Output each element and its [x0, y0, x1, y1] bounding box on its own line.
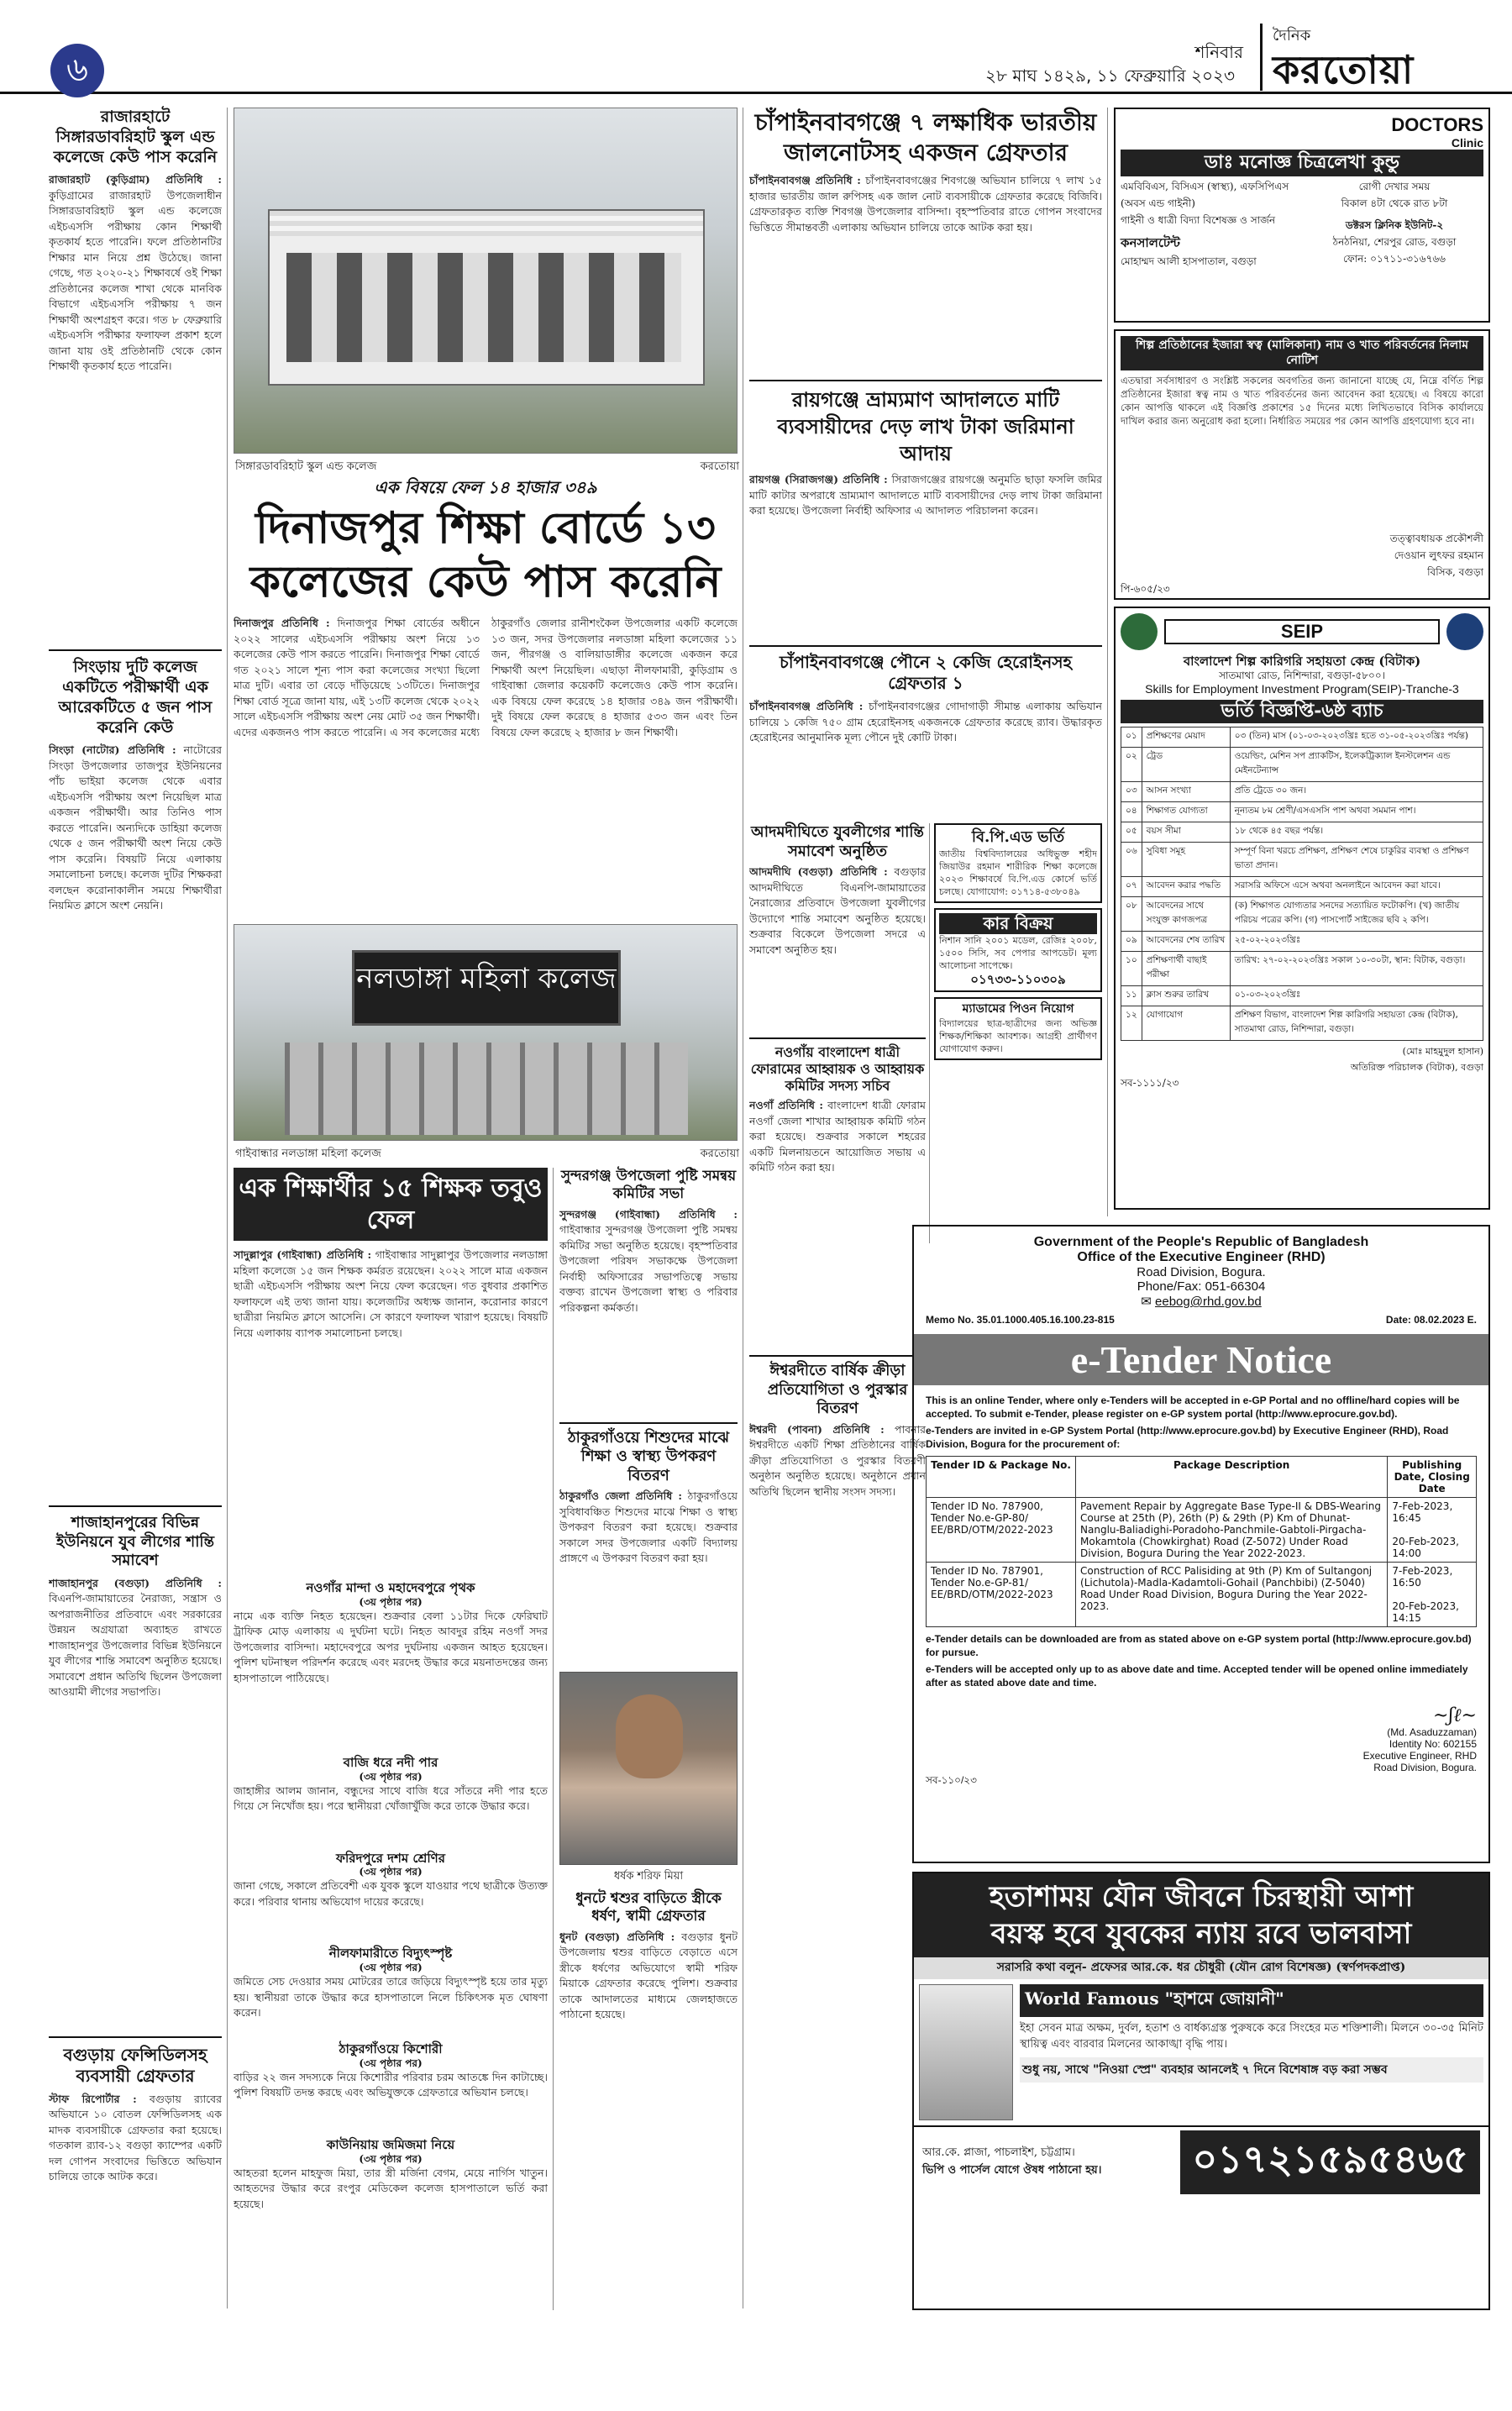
jump-body: বাড়ির ২২ জন সদস্যকে নিয়ে কিশোরীর পরিবার চরম আতঙ্কে দিন কাটাচ্ছে। পুলিশ বিষয়টি তদন্ত করছে এবং অভিযুক্তকে গ্রেফতারে অভিযান চলছে।	[234, 2070, 548, 2099]
tender-title: e-Tender Notice	[914, 1334, 1488, 1385]
dateline: ২৮ মাঘ ১৪২৯, ১১ ফেব্রুয়ারি ২০২৩	[985, 66, 1235, 86]
table-row	[1121, 747, 1483, 781]
byline: সুন্দরগঞ্জ (গাইবান্ধা) প্রতিনিধি :	[559, 1207, 738, 1221]
signboard-text: নলডাঙ্গা মহিলা কলেজ	[356, 962, 617, 995]
tender-dates	[1388, 1498, 1477, 1563]
ad-headline-1: হতাশাময় যৌন জীবনে চিরস্থায়ী আশা	[989, 1880, 1414, 1914]
doctor-qualifications	[1121, 180, 1299, 271]
table-row	[1121, 781, 1483, 801]
ad-footer	[914, 2125, 1488, 2198]
signer-title: Executive Engineer, RHD	[1362, 1750, 1477, 1762]
lead-story	[234, 477, 738, 893]
row-value: প্রতি ট্রেডে ৩০ জন।	[1230, 781, 1483, 801]
ad-strap: সরাসরি কথা বলুন- প্রফেসর আর.কে. ধর চৌধুরী (যৌন রোগ বিশেষজ্ঞ) (স্বর্ণপদকপ্রাপ্ত)	[914, 1957, 1488, 1979]
left-column	[49, 108, 222, 2309]
row-label: প্রশিক্ষণের মেয়াদ	[1142, 727, 1230, 747]
tender-footnote: e-Tender details can be downloaded are from as stated above on e-GP system portal (http://www.eprocure.gov.bd) for pursue.	[926, 1633, 1472, 1658]
chamber-phone: ফোন: ০১৭১১-৩১৬৭৬৬	[1343, 252, 1446, 265]
story-headline: এক শিক্ষার্থীর ১৫ শিক্ষক তবুও ফেল	[234, 1168, 548, 1241]
story-text: বগুড়ার ধুনট উপজেলায় শ্বশুর বাড়িতে বেড়াতে এসে স্ত্রীকে ধর্ষণের অভিযোগে স্বামী শরিফ মিয়াকে গ্রেফতার করেছে পুলিশ। শুক্রবার তাকে আদালতের মাধ্যমে জেলহাজতে পাঠানো হয়েছে।	[559, 1930, 738, 2020]
story-text: কুড়িগ্রামের রাজারহাট উপজেলাধীন সিঙ্গারডাবরিহাট স্কুল এন্ড কলেজে এইচএসসি পরীক্ষায় কোন শিক্ষার্থী কৃতকার্য হতে পারেনি। ফলে প্রতিষ্ঠানটির শিক্ষার মান নিয়ে প্রশ্ন উঠেছে। জানা গেছে, গত ২০২০-২১ শিক্ষাবর্ষে ওই শিক্ষা প্রতিষ্ঠানের কলেজ শাখা থেকে মানবিক বিভাগে এইচএসসি পরীক্ষায় ৭ জন শিক্ষার্থী অংশগ্রহণ করে। গত ৮ ফেব্রুয়ারি এইচএসসি পরীক্ষার ফলাফল প্রকাশ হলে জানা যায় ওই প্রতিষ্ঠানটি থেকে কোন শিক্ষার্থী কৃতকার্য হতে পারেনি।	[49, 188, 222, 373]
ad-delivery: ভিপি ও পার্সেল যোগে ঔষধ পাঠানো হয়।	[922, 2163, 1102, 2177]
ad-text: নিশান সানি ২০০১ মডেল, রেজিঃ ২০০৮, ১৫০০ সিসি, সব পেপার আপডেট। মূল্য আলোচনা সাপেক্ষে।	[939, 934, 1097, 971]
story-text: চাঁপাইনবাবগঞ্জের গোদাগাড়ী সীমান্ত এলাকায় অভিযান চালিয়ে ১ কেজি ৭৫০ গ্রাম হেরোইনসহ একজনকে গ্রেফতার করেছে র‌্যাব। উদ্ধারকৃত হেরোইনের আনুমানিক মূল্য পৌনে দুই কোটি টাকা।	[749, 700, 1102, 743]
story-headline: রায়গঞ্জে ভ্রাম্যমাণ আদালতে মাটি ব্যবসায়ীদের দেড় লাখ টাকা জরিমানা আদায়	[777, 387, 1074, 465]
roof-image	[270, 211, 703, 236]
row-value: প্রশিক্ষণ বিভাগ, বাংলাদেশ শিল্প কারিগরি সহায়তা কেন্দ্র (বিটাক), সাতমাথা রোড, নিশিন্দারা, বগুড়া।	[1230, 1006, 1483, 1040]
degrees: এমবিবিএস, বিসিএস (স্বাস্থ্য), এফসিপিএস (অবস এন্ড গাইনী)	[1121, 180, 1289, 209]
tender-table	[926, 1456, 1477, 1627]
office-name: Office of the Executive Engineer (RHD)	[1077, 1250, 1326, 1264]
jump-ref: (৩য় পৃষ্ঠার পর)	[359, 1866, 423, 1878]
row-number: ০৩	[1121, 781, 1142, 801]
photo-credit: করতোয়া	[700, 1148, 739, 1160]
col-header: Publishing Date, Closing Date	[1388, 1457, 1477, 1498]
row-value: তারিখ: ২৭-০২-২০২৩খ্রিঃ সকাল ১০-৩০টা, স্থান: বিটাক, বগুড়া।	[1230, 951, 1483, 985]
story-headline: নওগাঁয় বাংলাদেশ ধাত্রী ফোরামের আহ্বায়ক ও আহ্বায়ক কমিটির সদস্য সচিব	[750, 1044, 925, 1094]
story-headline: চাঁপাইনবাবগঞ্জে পৌনে ২ কেজি হেরোইনসহ গ্রেফতার ১	[779, 652, 1073, 693]
story-text: চাঁপাইনবাবগঞ্জের শিবগঞ্জে অভিযান চালিয়ে ৭ লাখ ১৫ হাজার ভারতীয় জাল রুপিসহ এক জাল নোট ব্যবসায়ীকে গ্রেফতার করেছে বিজিবি। গ্রেফতারকৃত ব্যক্তি শিবগঞ্জ উপজেলার বাসিন্দা। বৃহস্পতিবার রাতে গোপন সংবাদের ভিত্তিতে সীমান্তবর্তী এলাকায় অভিযান চালিয়ে তাকে আটক করা হয়।	[749, 174, 1102, 234]
chamber-details	[1305, 180, 1483, 271]
newspaper-name	[1260, 24, 1487, 91]
story-text: গাইবান্ধার সুন্দরগঞ্জ উপজেলা পুষ্টি সমন্বয় কমিটির সভা অনুষ্ঠিত হয়েছে। বৃহস্পতিবার উপজেলা পরিষদ সভাকক্ষে উপজেলা নির্বাহী অফিসারের সভাপতিত্বে সভায় বক্তব্য রাখেন উপজেলা স্বাস্থ্য ও পরিবার পরিকল্পনা কর্মকর্তা।	[559, 1223, 738, 1314]
jump-body: জানা গেছে, সকালে প্রতিবেশী এক যুবক স্কুলে যাওয়ার পথে ছাত্রীকে উত্যক্ত করে। পরিবার থানায় অভিযোগ দায়ের করেছে।	[234, 1879, 548, 1908]
face-image	[616, 1694, 683, 1778]
jump-body: জাহাঙ্গীর আলম জানান, বন্ধুদের সাথে বাজি ধরে সাঁতরে নদী পার হতে গিয়ে সে নিখোঁজ হয়। পরে স্থানীয়রা খোঁজাখুঁজি করে তাকে উদ্ধার করে।	[234, 1783, 548, 1812]
column-rule	[227, 108, 228, 2309]
table-row	[1121, 822, 1483, 842]
divider	[749, 380, 1102, 381]
signboard	[352, 950, 621, 1026]
row-number: ০৪	[1121, 801, 1142, 822]
row-number: ০৭	[1121, 876, 1142, 896]
ad-headline	[914, 1873, 1488, 1957]
story-body	[234, 1248, 548, 1575]
column-rule	[1107, 108, 1108, 1216]
caption-text: গাইবান্ধার নলডাঙ্গা মহিলা কলেজ	[235, 1148, 381, 1160]
caption-text: সিঙ্গারডাবরিহাট স্কুল এন্ড কলেজ	[235, 460, 377, 473]
tender-dates	[1388, 1563, 1477, 1627]
jump-headline: ফরিদপুরে দশম শ্রেণির	[336, 1850, 445, 1866]
jump-body: জমিতে সেচ দেওয়ার সময় মোটরের তারে জড়িয়ে বিদ্যুৎস্পৃষ্ট হয়ে তার মৃত্যু হয়। স্থানীয়রা তাকে উদ্ধার করে হাসপাতালে নিলে চিকিৎসক মৃত ঘোষণা করেন।	[234, 1975, 548, 2019]
divider	[749, 1037, 926, 1039]
email-link[interactable]: eebog@rhd.gov.bd	[1155, 1295, 1262, 1309]
doctor-name: ডাঃ মনোজ্ঞ চিত্রলেখা কুন্ডু	[1121, 150, 1483, 176]
phone-fax: Phone/Fax: 051-66304	[1137, 1279, 1266, 1294]
story-text: বগুড়ার আদমদীঘিতে বিএনপি-জামায়াতের নৈরাজ্যের প্রতিবাদে উপজেলা যুবলীগের উদ্যোগে শান্তি সমাবেশ অনুষ্ঠিত হয়েছে। শুক্রবার বিকেলে উপজেলা সদরে এ সমাবেশ অনুষ্ঠিত হয়।	[749, 865, 926, 956]
story-text: গাইবান্ধার সাদুল্লাপুর উপজেলার নলডাঙ্গা মহিলা কলেজে ১৫ জন শিক্ষক কর্মরত রয়েছেন। ২০২২ সালে মাত্র একজন ছাত্রী এইচএসসি পরীক্ষায় অংশ নিয়ে ফেল করেছেন। গত বুধবার প্রকাশিত ফলাফলে এই তথ্য জানা যায়। কলেজটির অধ্যক্ষ জানান, করোনার কারণে ছাত্রীরা নিয়মিত ক্লাসে আসেনি। সে কারণে ফলাফল খারাপ হয়েছে। বিষয়টি নিয়ে এলাকায় ব্যাপক সমালোচনা চলছে।	[234, 1248, 548, 1339]
row-number: ০৫	[1121, 822, 1142, 842]
lead-body	[234, 616, 738, 893]
story-headline: ধুনটে শ্বশুর বাড়িতে স্ত্রীকে ধর্ষণ, স্বামী গ্রেফতার	[575, 1890, 722, 1925]
story-body	[49, 172, 222, 643]
notice-body: এতদ্বারা সর্বসাধারণ ও সংশ্লিষ্ট সকলের অবগতির জন্য জানানো যাচ্ছে যে, নিম্নে বর্ণিত শিল্প প্রতিষ্ঠানের ইজারা স্বত্ব নাম ও খাত পরিবর্তনের জন্য আবেদন করা হয়েছে। এ বিষয়ে কারো কোন আপত্তি থাকলে এই বিজ্ঞপ্তি প্রকাশের ১৫ দিনের মধ্যে লিখিতভাবে বিসিক কার্যালয়ে দাখিল করার জন্য অনুরোধ করা হলো। নির্ধারিত সময়ের পর কোন আপত্তি গ্রহণযোগ্য হবে না।	[1121, 375, 1483, 427]
row-label: যোগাযোগ	[1142, 1006, 1230, 1040]
masthead	[0, 0, 1512, 94]
photo-caption: ধর্ষক শরিফ মিয়া	[613, 1870, 684, 1883]
building-image	[268, 209, 705, 386]
byline: ধুনট (বগুড়া) প্রতিনিধি :	[559, 1930, 675, 1943]
clinic-label: DOCTORS	[1391, 114, 1483, 135]
jump-ref: (৩য় পৃষ্ঠার পর)	[359, 2152, 423, 2165]
car-ad	[934, 908, 1102, 993]
byline: দিনাজপুর প্রতিনিধি :	[234, 617, 330, 629]
byline: সাদুল্লাপুর (গাইবান্ধা) প্রতিনিধি :	[234, 1248, 372, 1261]
row-number: ০১	[1121, 727, 1142, 747]
table-row	[1121, 727, 1483, 747]
row-number: ০২	[1121, 747, 1142, 781]
story-headline: ঈশ্বরদীতে বার্ষিক ক্রীড়া প্রতিযোগিতা ও পুরস্কার বিতরণ	[767, 1362, 908, 1417]
row-number: ১০	[1121, 951, 1142, 985]
publishing-date: 7-Feb-2023, 16:50	[1392, 1565, 1453, 1589]
day-name: শনিবার	[1194, 42, 1243, 62]
row-label: ট্রেড	[1142, 747, 1230, 781]
story-text: সিরাজগঞ্জের রায়গঞ্জে অনুমতি ছাড়া ফসলি জমির মাটি কাটার অপরাধে ভ্রাম্যমাণ আদালতে মাটি ব্যবসায়ীদের দেড় লাখ টাকা জরিমানা করা হয়েছে। উপজেলা নির্বাহী অফিসার এ আদালত পরিচালনা করেন।	[749, 473, 1102, 517]
memo-date: Date: 08.02.2023 E.	[1385, 1314, 1477, 1326]
notice-title: শিল্প প্রতিষ্ঠানের ইজারা স্বত্ব (মালিকানা) নাম ও খাত পরিবর্তনের নিলাম নোটিশ	[1121, 336, 1483, 370]
program-name: Skills for Employment Investment Program(SEIP)-Tranche-3	[1145, 681, 1459, 696]
story-body	[749, 1098, 926, 1350]
byline: চাঁপাইনবাবগঞ্জ প্রতিনিধি :	[749, 174, 861, 186]
row-value: ২৫-০২-২০২৩খ্রিঃ	[1230, 931, 1483, 951]
row-value: ওয়েল্ডিং, মেশিন সপ প্র্যাকটিস, ইলেকট্রিক্যাল ইনস্টলেশন এন্ড মেইনটেন্যান্স	[1230, 747, 1483, 781]
divider	[559, 1422, 738, 1424]
doctor-photo	[919, 1984, 1013, 2120]
byline: শাজাহানপুর (বগুড়া) প্রতিনিধি :	[49, 1576, 222, 1589]
row-value: নূন্যতম ৮ম শ্রেণী/এসএসসি পাশ অথবা সমমান পাশ।	[1230, 801, 1483, 822]
signer-office: বিসিক, বগুড়া	[1427, 566, 1483, 578]
photo-caption	[235, 1146, 739, 1163]
row-label: ক্লাস শুরুর তারিখ	[1142, 985, 1230, 1006]
timing-label: রোগী দেখার সময়	[1358, 180, 1431, 192]
timing: বিকাল ৪টা থেকে রাত ৮টা	[1341, 197, 1448, 209]
newspaper-name-big: করতোয়া	[1273, 47, 1415, 92]
dhunat-story	[559, 1890, 738, 2310]
ad-address-block	[922, 2145, 1101, 2180]
product-info	[1020, 1984, 1483, 2120]
row-label: সুবিধা সমূহ	[1142, 842, 1230, 876]
row-label: শিক্ষাগত যোগ্যতা	[1142, 801, 1230, 822]
notice-signature	[1121, 532, 1483, 582]
specialty: গাইনী ও ধাত্রী বিদ্যা বিশেষজ্ঞ ও সার্জন	[1121, 213, 1276, 226]
org-name: বাংলাদেশ শিল্প কারিগরি সহায়তা কেন্দ্র (বিটাক)	[1183, 654, 1421, 669]
seip-signature	[1121, 1044, 1483, 1076]
seip-header	[1121, 613, 1483, 650]
table-row	[1121, 896, 1483, 931]
story-body	[749, 699, 1102, 842]
email-line	[926, 1294, 1477, 1309]
col-header: Package Description	[1076, 1457, 1388, 1498]
tender-intro: This is an online Tender, where only e-Tenders will be accepted in e-GP Portal and no offline/hard copies will be accepted. To submit e-Tender, please register on e-GP system portal (http://www.eprocure.gov.bd).	[926, 1395, 1460, 1420]
col-header: Tender ID & Package No.	[927, 1457, 1076, 1498]
jump-headline: কাউনিয়ায় জমিজমা নিয়ে	[326, 2136, 455, 2152]
clinic-logo	[1121, 114, 1483, 150]
table-row	[1121, 801, 1483, 822]
ad-phone[interactable]: ০১৭২১৫৯৫৪৬৫	[1180, 2130, 1480, 2194]
jump-headline: নওগাঁর মান্দা ও মহাদেবপুরে পৃথক	[306, 1580, 475, 1595]
ad-address: আর.কে. প্লাজা, পাচলাইশ, চট্টগ্রাম।	[922, 2146, 1075, 2159]
division-name: Road Division, Bogura.	[1137, 1265, 1266, 1279]
chamber-address: ঠনঠনিয়া, শেরপুর রোড, বগুড়া	[1332, 235, 1457, 248]
ad-title: ম্যাডামের পিওন নিয়োগ	[962, 1002, 1074, 1016]
row-value: (ক) শিক্ষাগত যোগ্যতার সনদের সত্যায়িত ফটোকপি। (খ) জাতীয় পরিচয় পত্রের কপি। (গ) পাসপোর্ট সাইজের ছবি ২ কপি।	[1230, 896, 1483, 931]
ad-title: কার বিক্রয়	[939, 913, 1097, 934]
memo-line	[926, 1314, 1477, 1326]
byline: আদমদীঘি (বগুড়া) প্রতিনিধি :	[749, 865, 888, 878]
story-body	[559, 1489, 738, 1699]
byline: নওগাঁ প্রতিনিধি :	[749, 1099, 824, 1111]
signer-id: Identity No: 602155	[1389, 1738, 1477, 1750]
bitac-logo-icon	[1446, 613, 1483, 650]
tender-signature	[926, 1705, 1477, 1773]
divider	[749, 1355, 926, 1357]
signature-image: ~ʃℓ~	[1432, 1705, 1477, 1726]
bped-ad	[934, 823, 1102, 903]
column-rule	[553, 1168, 554, 2310]
publishing-date: 7-Feb-2023, 16:45	[1392, 1500, 1453, 1524]
divider	[49, 1505, 222, 1507]
signer-office: Road Division, Bogura.	[1373, 1762, 1477, 1773]
byline: চাঁপাইনবাবগঞ্জ প্রতিনিধি :	[749, 700, 864, 712]
story-headline: আদমদীঘিতে যুবলীগের শান্তি সমাবেশ অনুষ্ঠিত	[751, 823, 924, 860]
signer-name: (মোঃ মাহমুদুল হাসান)	[1402, 1045, 1483, 1057]
row-label: আসন সংখ্যা	[1142, 781, 1230, 801]
govt-seal-icon	[1121, 613, 1158, 650]
story-body	[49, 1576, 222, 2030]
ad-text: বিদ্যালয়ের ছাত্র-ছাত্রীদের জন্য অভিজ্ঞ শিক্ষক/শিক্ষিকা আবশ্যক। আগ্রহী প্রার্থীগণ যোগাযোগ করুন।	[939, 1017, 1097, 1054]
tender-id: Tender ID No. 787901, Tender No.e-GP-81/ EE/BRD/OTM/2022-2023	[927, 1563, 1076, 1627]
jump-body: নামে এক ব্যক্তি নিহত হয়েছেন। শুক্রবার বেলা ১১টার দিকে ফেরিঘাট ট্রাফিক মোড় এলাকায় এ দুর্ঘটনা ঘটে। নিহত আবদুর রহিম নওগাঁ সদর উপজেলার বাসিন্দা। মহাদেবপুরে অপর দুর্ঘটনায় একজন আহত হয়েছেন। পুলিশ ঘটনাস্থল পরিদর্শন করেছে এবং মরদেহ উদ্ধার করে ময়নাতদন্তের জন্য হাসপাতালে পাঠিয়েছে।	[234, 1609, 548, 1684]
window-row-image	[286, 253, 681, 362]
lead-headline: দিনাজপুর শিক্ষা বোর্ডে ১৩ কলেজের কেউ পাস করেনি	[249, 502, 722, 607]
row-value: সরাসরি অফিসে এসে অথবা অনলাইনে আবেদন করা যাবে।	[1230, 876, 1483, 896]
photo-caption	[235, 459, 739, 476]
consult-label: কনসালটেন্ট	[1121, 234, 1180, 250]
row-value: ০১-০৩-২০২৩খ্রিঃ	[1230, 985, 1483, 1006]
email-icon: ✉	[1141, 1295, 1152, 1309]
row-label: আবেদনের শেষ তারিখ	[1142, 931, 1230, 951]
notice-ref: পি-৬০৫/২৩	[1121, 583, 1170, 595]
story-body	[559, 1207, 738, 1417]
row-value: ১৮ থেকে ৪৫ বছর পর্যন্ত।	[1230, 822, 1483, 842]
row-label: প্রশিক্ষণার্থী বাছাই পরীক্ষা	[1142, 951, 1230, 985]
divider	[749, 645, 1102, 647]
tender-id: Tender ID No. 787900, Tender No.e-GP-80/ EE/BRD/OTM/2022-2023	[927, 1498, 1076, 1563]
page-number-badge: ৬	[50, 44, 104, 97]
story-headline: রাজারহাটে সিঙ্গারডাবরিহাট স্কুল এন্ড কলেজে কেউ পাস করেনি	[53, 108, 218, 166]
product-text: ইহা সেবন মাত্র অক্ষম, দুর্বল, হতাশ ও বার্ধক্যগ্রস্ত পুরুষকে করে সিংহের মত শক্তিশালী। মিলনে ৩০-৩৫ মিনিট স্থায়িত্ব এবং বারবার মিলনের আকাঙ্খা বৃদ্ধি পায়।	[1020, 2021, 1483, 2051]
story-headline: সুন্দরগঞ্জ উপজেলা পুষ্টি সমন্বয় কমিটির সভা	[560, 1168, 737, 1203]
table-row	[927, 1563, 1477, 1627]
story-headline: বগুড়ায় ফেন্সিডিলসহ ব্যবসায়ী গ্রেফতার	[63, 2044, 207, 2086]
story-headline: ঠাকুরগাঁওয়ে শিশুদের মাঝে শিক্ষা ও স্বাস্থ্য উপকরণ বিতরণ	[568, 1428, 729, 1484]
byline: ঠাকুরগাঁও জেলা প্রতিনিধি :	[559, 1489, 682, 1502]
story-body	[749, 864, 926, 1032]
memo-number: Memo No. 35.01.1000.405.16.100.23-815	[926, 1314, 1115, 1326]
signer-name: (Md. Asaduzzaman)	[1387, 1726, 1477, 1738]
story-text: নাটোরের সিংড়া উপজেলার তাজপুর ইউনিয়নের পাঁচ ভাইয়া কলেজ থেকে এবার এইচএসসি পরীক্ষায় অংশ নিয়েছিল মাত্র একজন পরীক্ষার্থী। আর তিনিও পাস করতে পারেনি। অন্যদিকে ডাহিয়া কলেজ থেকে ৫ জন পরীক্ষার্থী অংশ নিয়ে কেউ পাস করেনি। বিষয়টি নিয়ে এলাকায় সমালোচনা চলছে। কলেজ দুটির শিক্ষকরা বলছেন করোনাকালীন সময়ে শিক্ষার্থীরা নিয়মিত ক্লাসে অংশ নেয়নি।	[49, 743, 222, 912]
chamber-name: ডক্টরস ক্লিনিক ইউনিট-২	[1345, 218, 1444, 231]
ad-body	[914, 1979, 1488, 2125]
health-ad	[912, 1872, 1490, 2310]
row-number: ০৬	[1121, 842, 1142, 876]
seip-admission-ad	[1114, 607, 1490, 1210]
e-tender-notice	[912, 1225, 1490, 1863]
byline: রাজারহাট (কুড়িগ্রাম) প্রতিনিধি :	[49, 173, 222, 186]
tutor-ad	[934, 997, 1102, 1060]
story-text: বিএনপি-জামায়াতের নৈরাজ্য, সন্ত্রাস ও অপরাজনীতির প্রতিবাদে এবং সরকারের উন্নয়ন অগ্রযাত্রা অব্যাহত রাখতে শাজাহানপুর উপজেলার বিভিন্ন ইউনিয়নে যুব লীগের শান্তি সমাবেশ অনুষ্ঠিত হয়েছে। সমাবেশে প্রধান অতিথি ছিলেন উপজেলা আওয়ামী লীগের সভাপতি।	[49, 1592, 222, 1699]
seip-logo: SEIP	[1164, 619, 1440, 644]
org-address: সাতমাথা রোড, নিশিন্দারা, বগুড়া-৫৮০০।	[1219, 669, 1385, 681]
ad-text: জাতীয় বিশ্ববিদ্যালয়ের অধিভুক্ত শহীদ জিয়াউর রহমান শারীরিক শিক্ষা কলেজে ২০২৩ শিক্ষাবর্ষে বি.পি.এড কোর্সে ভর্তি চলছে। যোগাযোগ: ০১৭১৪-৫৩৮০৪৯	[939, 848, 1097, 897]
byline: ঈশ্বরদী (পাবনা) প্রতিনিধি :	[749, 1422, 885, 1436]
package-description: Construction of RCC Palisiding at 9th (P) Km of Sultangonj (Lichutola)-Madla-Kadamtoli-Gohail (Panchbibi) (Z-5040) Road Under Road Division, Bogura During the Year 2022-2023.	[1076, 1563, 1388, 1627]
byline: রায়গঞ্জ (সিরাজগঞ্জ) প্রতিনিধি :	[749, 473, 888, 486]
tender-ref: সব-১১০/২৩	[926, 1774, 977, 1786]
story-text: ঠাকুরগাঁওয়ে সুবিধাবঞ্চিত শিশুদের মাঝে শিক্ষা ও স্বাস্থ্য উপকরণ বিতরণ করা হয়েছে। শুক্রবার সকালে সদর উপজেলার একটি বিদ্যালয় প্রাঙ্গণে এ উপকরণ বিতরণ করা হয়।	[559, 1489, 738, 1564]
college-photo	[234, 924, 738, 1141]
story-text: বগুড়ায় র‌্যাবের অভিযানে ১০ বোতল ফেন্সিডিলসহ এক মাদক ব্যবসায়ীকে গ্রেফতার করা হয়েছে। গতকাল র‌্যাব-১২ বগুড়া ক্যাম্পের একটি দল গোপন সংবাদের ভিত্তিতে অভিযান চালিয়ে তাকে আটক করে।	[49, 2092, 222, 2183]
table-row	[1121, 876, 1483, 896]
story-headline: সিংড়ায় দুটি কলেজ একটিতে পরীক্ষার্থী এক আরেকটিতে ৫ জন পাস করেনি কেউ	[58, 658, 213, 737]
jump-headline: নীলফামারীতে বিদ্যুৎস্পৃষ্ট	[328, 1946, 453, 1962]
seip-ref: সব-১১১১/২৩	[1121, 1076, 1179, 1089]
closing-date: 20-Feb-2023, 14:00	[1392, 1536, 1459, 1559]
row-label: বয়স সীমা	[1142, 822, 1230, 842]
portrait-photo	[559, 1672, 738, 1865]
jump-headline: ঠাকুরগাঁওয়ে কিশোরী	[339, 2041, 443, 2056]
doctor-ad	[1114, 108, 1490, 323]
kicker: এক বিষয়ে ফেল ১৪ হাজার ৩৪৯	[374, 477, 597, 497]
table-row	[927, 1498, 1477, 1563]
teachers-story	[234, 1168, 548, 2310]
story-body	[749, 173, 1102, 375]
story-body	[49, 2092, 222, 2411]
ad-title: বি.পি.এড ভর্তি	[971, 828, 1065, 846]
row-label: আবেদনের সাথে সংযুক্ত কাগজপত্র	[1142, 896, 1230, 931]
product-extra: শুধু নয়, সাথে "নিওয়া স্প্রে" ব্যবহার আনলেই ৭ দিনে বিশেষাঙ্গ বড় করা সম্ভব	[1020, 2057, 1483, 2083]
row-number: ০৮	[1121, 896, 1142, 931]
story-text: দিনাজপুর শিক্ষা বোর্ডের অধীনে ২০২২ সালের এইচএসসি পরীক্ষায় অংশ নিয়ে ১৩ কলেজের কেউ পাস করতে পারেনি। দিনাজপুর শিক্ষা বোর্ডে গত ২০২১ সালে শূন্য পাস করা কলেজের সংখ্যা ছিলো মাত্র দুটি। এবার তা বেড়ে দাঁড়িয়েছে ১৩টিতে। দিনাজপুর শিক্ষা বোর্ড সূত্রে জানা যায়, এই ১৩টি কলেজ থেকে ২০২২ সালে এইচএসসি পরীক্ষায় অংশ নেয় মোট ৩৫ জন শিক্ষার্থী। এদের একজনও পাস করতে পারেনি। এ সব কলেজের মধ্যে ঠাকুরগাঁও জেলার রানীশংকৈল উপজেলার একটি কলেজে ১৩ জন, সদর উপজেলার নলডাঙ্গা মহিলা কলেজের ১১ জন, পীরগঞ্জ ও বালিয়াডাঙ্গীর কলেজে একজন করে শিক্ষার্থী অংশ নিয়েছিল। এছাড়া নীলফামারী, কুড়িগ্রাম ও গাইবান্ধা জেলার কয়েকটি কলেজেও কেউ পাস করেনি। এক বিষয়ে ফেল করেছে ১৪ হাজার ৩৪৯ জন পরীক্ষার্থী। দুই বিষয়ে ফেল করেছে ৪ হাজার ৫৩৩ জন এবং তিন বিষয়ে ফেল করেছে ২ হাজার ৮ জন শিক্ষার্থী।	[234, 617, 738, 738]
ad-phone: ০১৭৩৩-১১০৩০৯	[970, 971, 1066, 987]
ad-headline-2: বয়স্ক হবে যুবকের ন্যায় রবে ভালবাসা	[990, 1917, 1412, 1951]
row-label: আবেদন করার পদ্ধতি	[1142, 876, 1230, 896]
closing-date: 20-Feb-2023, 14:15	[1392, 1600, 1459, 1624]
table-row	[1121, 931, 1483, 951]
row-number: ১১	[1121, 985, 1142, 1006]
admission-title: ভর্তি বিজ্ঞপ্তি-৬ষ্ঠ ব্যাচ	[1121, 700, 1483, 723]
center-lower-left	[749, 823, 926, 1983]
story-headline: চাঁপাইনবাবগঞ্জে ৭ লক্ষাধিক ভারতীয় জালনোটসহ একজন গ্রেফতার	[754, 108, 1097, 166]
jump-ref: (৩য় পৃষ্ঠার পর)	[359, 1595, 423, 1608]
story-text: পাবনার ঈশ্বরদীতে একটি শিক্ষা প্রতিষ্ঠানের বার্ষিক ক্রীড়া প্রতিযোগিতা ও পুরস্কার বিতরণী অনুষ্ঠান অনুষ্ঠিত হয়েছে। অনুষ্ঠানে প্রধান অতিথি ছিলেন স্থানীয় সংসদ সদস্য।	[749, 1422, 926, 1498]
row-number: ১২	[1121, 1006, 1142, 1040]
package-description: Pavement Repair by Aggregate Base Type-II & DBS-Wearing Course at 25th (P), 26th (P) & 29th (P) Km of Dhunat-Nanglu-Baliadighi-Poradoho-Panchmile-Gabtoli-Pirgacha-Mokamtola (Chowkirghat) Road (Z-5072) Under Road Division, Bogura During the Year 2022-2023.	[1076, 1498, 1388, 1563]
school-photo	[234, 108, 738, 454]
table-row	[1121, 842, 1483, 876]
story-text: বাংলাদেশ ধাত্রী ফোরাম নওগাঁ জেলা শাখার আহ্বায়ক কমিটি গঠন করা হয়েছে। শুক্রবার সকালে শহরের একটি মিলনায়তনে আয়োজিত সভায় এ কমিটি গঠন করা হয়।	[749, 1099, 926, 1174]
jump-ref: (৩য় পৃষ্ঠার পর)	[359, 2056, 423, 2069]
bscic-notice	[1114, 329, 1490, 600]
photo-credit: করতোয়া	[700, 460, 739, 473]
column-rule	[929, 823, 930, 1243]
byline: সিংড়া (নাটোর) প্রতিনিধি :	[49, 743, 176, 757]
jump-body: আহতরা হলেন মাহফুজ মিয়া, তার স্ত্রী মর্জিনা বেগম, মেয়ে নার্গিস খাতুন। আহতদের উদ্ধার করে রংপুর মেডিকেল কলেজ হাসপাতালে ভর্তি করা হয়েছে।	[234, 2166, 548, 2210]
gov-name: Government of the People's Republic of Bangladesh	[1033, 1235, 1369, 1249]
jump-headline: বাজি ধরে নদী পার	[343, 1754, 438, 1770]
admission-table	[1121, 727, 1483, 1041]
jump-ref: (৩য় পৃষ্ঠার পর)	[359, 1770, 423, 1783]
story-body	[559, 1930, 738, 2282]
signer-title: অতিরিক্ত পরিচালক (বিটাক), বগুড়া	[1350, 1061, 1483, 1073]
tender-footnote: e-Tenders will be accepted only up to as above date and time. Accepted tender will be opened online immediately after as stated above date and time.	[926, 1663, 1468, 1689]
jump-ref: (৩য় পৃষ্ঠার পর)	[359, 1962, 423, 1973]
row-number: ০৯	[1121, 931, 1142, 951]
clinic-label-2: Clinic	[1451, 136, 1483, 150]
center-top-stories	[749, 108, 1102, 805]
doctor-details	[1121, 180, 1483, 271]
divider	[49, 649, 222, 651]
gate-image	[285, 1043, 688, 1135]
classifieds	[934, 823, 1102, 1218]
story-body	[49, 743, 222, 1499]
row-value: ০৩ (তিন) মাস (০১-০৩-২০২৩খ্রিঃ হতে ৩১-০৫-২০২৩খ্রিঃ পর্যন্ত)	[1230, 727, 1483, 747]
divider	[49, 2036, 222, 2038]
signer-name: দেওয়ান লুৎফর রহমান	[1394, 549, 1483, 561]
byline: স্টাফ রিপোর্টার :	[49, 2092, 137, 2105]
newspaper-name-small: দৈনিক	[1273, 27, 1311, 45]
hospital: মোহাম্মদ আলী হাসপাতাল, বগুড়া	[1121, 255, 1257, 267]
tender-intro-2: e-Tenders are invited in e-GP System Portal (http://www.eprocure.gov.bd) by Executive Engineer (RHD), Road Division, Bogura for the procurement of:	[926, 1425, 1449, 1450]
story-body	[749, 1422, 926, 1775]
table-row	[1121, 985, 1483, 1006]
story-body	[749, 472, 1102, 640]
row-value: সম্পূর্ণ বিনা খরচে প্রশিক্ষণ, প্রশিক্ষণ শেষে চাকুরির ব্যবস্থা ও প্রশিক্ষণ ভাতা প্রদান।	[1230, 842, 1483, 876]
story-headline: শাজাহানপুরের বিভিন্ন ইউনিয়নে যুব লীগের শান্তি সমাবেশ	[56, 1514, 214, 1570]
product-name: World Famous "হাশমে জোয়ানী"	[1020, 1984, 1483, 2017]
signer-title: তত্ত্বাবধায়ক প্রকৌশলী	[1389, 533, 1483, 544]
table-row	[1121, 1006, 1483, 1040]
table-row	[1121, 951, 1483, 985]
